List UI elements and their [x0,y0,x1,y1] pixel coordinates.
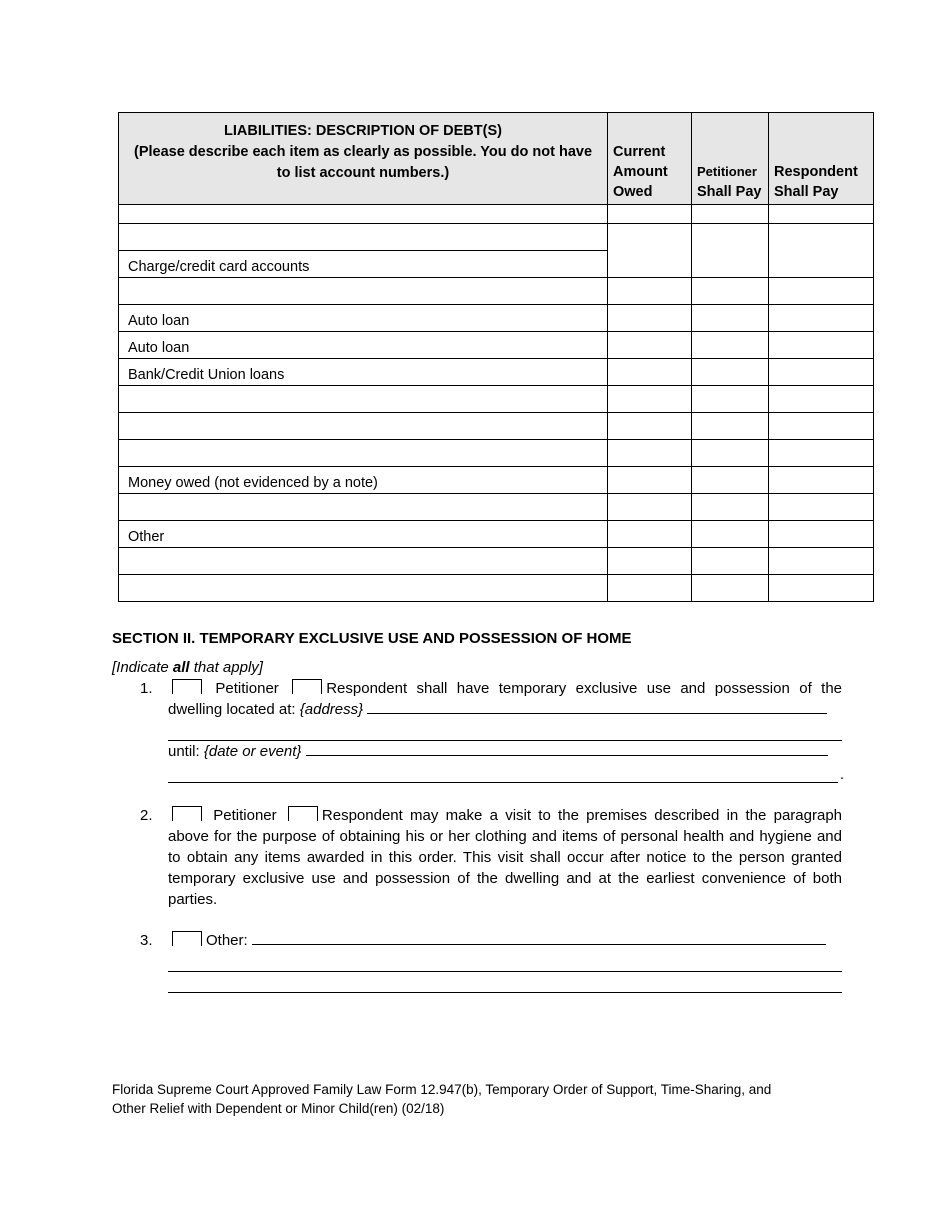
respondent-checkbox[interactable] [292,679,322,694]
item-number: 3. [140,932,153,949]
debt-description-cell[interactable]: Auto loan [119,305,608,332]
description-header [119,113,608,205]
petitioner-checkbox[interactable] [172,806,202,821]
petitioner-pay-cell[interactable] [692,548,769,575]
item-number: 2. [140,807,153,824]
amount-cell[interactable] [608,548,692,575]
respondent-pay-cell[interactable] [769,386,874,413]
debt-description-cell[interactable] [119,224,608,251]
end-period: . [839,766,844,783]
debt-description-cell[interactable] [119,205,608,224]
item-2 [140,805,842,910]
table-row [119,224,874,251]
footer-line-2: Other Relief with Dependent or Minor Child(ren) (02/18) [112,1101,445,1116]
debt-description-cell[interactable] [119,386,608,413]
footer [112,1080,832,1118]
respondent-pay-cell[interactable] [769,359,874,386]
indicate-bold: all [172,659,190,676]
table-row [119,548,874,575]
until-placeholder: {date or event} [203,743,302,760]
table-row [119,494,874,521]
table-header-row [119,113,874,205]
petitioner-header-sub: Shall Pay [697,184,762,200]
table-row [119,332,874,359]
respondent-pay-cell[interactable] [769,575,874,602]
section-title: SECTION II. TEMPORARY EXCLUSIVE USE AND POSSESSION OF HOME [112,630,632,647]
address-line-2[interactable] [168,720,842,741]
table-row [119,205,874,224]
item-number: 1. [140,680,153,697]
address-field[interactable] [367,713,827,714]
amount-cell[interactable] [608,440,692,467]
debt-description-cell[interactable] [119,575,608,602]
debt-description-cell[interactable] [119,413,608,440]
debt-description-cell[interactable]: Money owed (not evidenced by a note) [119,467,608,494]
table-row [119,467,874,494]
respondent-pay-cell[interactable] [769,332,874,359]
debt-description-cell[interactable]: Bank/Credit Union loans [119,359,608,386]
liabilities-table [118,112,874,602]
petitioner-checkbox[interactable] [172,679,202,694]
amount-cell[interactable] [608,305,692,332]
petitioner-header [692,113,769,205]
table-row [119,386,874,413]
petitioner-pay-cell[interactable] [692,440,769,467]
petitioner-pay-cell[interactable] [692,205,769,224]
respondent-header: Respondent Shall Pay [769,113,874,205]
petitioner-pay-cell[interactable] [692,467,769,494]
table-row [119,521,874,548]
other-line-3[interactable] [168,972,842,993]
until-label: until: [168,743,200,760]
amount-cell[interactable] [608,521,692,548]
item-1 [140,678,842,783]
amount-cell[interactable] [608,359,692,386]
table-row [119,305,874,332]
description-header-instructions: (Please describe each item as clearly as possible. You do not have to list account numbers.) [133,144,593,181]
debt-description-cell[interactable]: Auto loan [119,332,608,359]
respondent-pay-cell[interactable] [769,548,874,575]
table-row [119,359,874,386]
respondent-pay-cell[interactable] [769,278,874,305]
petitioner-pay-cell[interactable] [692,359,769,386]
other-checkbox[interactable] [172,931,202,946]
petitioner-pay-cell[interactable] [692,305,769,332]
until-line [168,741,842,762]
indicate-pre: [Indicate [112,659,173,676]
debt-description-cell[interactable]: Charge/credit card accounts [119,251,608,278]
indicate-instruction [112,658,842,678]
petitioner-pay-cell[interactable] [692,494,769,521]
debt-description-cell[interactable] [119,494,608,521]
amount-cell[interactable] [608,575,692,602]
amount-cell[interactable] [608,205,692,224]
petitioner-pay-cell[interactable] [692,575,769,602]
until-field[interactable] [306,755,828,756]
section-ii [112,629,842,993]
respondent-checkbox[interactable] [288,806,318,821]
amount-cell[interactable] [608,494,692,521]
item-3 [140,930,842,993]
other-label: Other: [206,932,248,949]
debt-description-cell[interactable]: Other [119,521,608,548]
respondent-pay-cell[interactable] [769,467,874,494]
other-field[interactable] [252,944,826,945]
respondent-pay-cell[interactable] [769,440,874,467]
debt-description-cell[interactable] [119,548,608,575]
petitioner-pay-cell[interactable] [692,386,769,413]
debt-description-cell[interactable] [119,278,608,305]
table-row [119,278,874,305]
amount-cell[interactable] [608,467,692,494]
table-row [119,575,874,602]
petitioner-pay-cell[interactable] [692,224,769,278]
amount-cell[interactable] [608,386,692,413]
other-line-2[interactable] [168,951,842,972]
description-header-title: LIABILITIES: DESCRIPTION OF DEBT(S) [224,123,502,139]
item-1-text: Respondent shall have temporary exclusive use and possession of the dwelling located at: [168,680,843,718]
amount-cell[interactable] [608,332,692,359]
current-amount-header: Current Amount Owed [608,113,692,205]
table-row [119,413,874,440]
petitioner-pay-cell[interactable] [692,332,769,359]
petitioner-header-label: Petitioner [697,164,757,179]
item-2-text: Respondent may make a visit to the premises described in the paragraph above for the purpose of obtaining his or her clothing and items of personal health and hygiene and to obtain any items awarded in this order. This visit shall occur after notice to the person granted temporary exclusive use and possession of the dwelling and at the earliest convenience of both parties. [168,807,843,908]
respondent-pay-cell[interactable] [769,305,874,332]
table-row [119,440,874,467]
respondent-pay-cell[interactable] [769,494,874,521]
respondent-pay-cell[interactable] [769,224,874,278]
petitioner-label: Petitioner [215,680,279,697]
debt-description-cell[interactable] [119,440,608,467]
until-line-2-wrap [168,762,842,783]
petitioner-label: Petitioner [213,807,277,824]
amount-cell[interactable] [608,278,692,305]
footer-line-1: Florida Supreme Court Approved Family Law Form 12.947(b), Temporary Order of Support, Time-Sharing, and [112,1082,772,1097]
until-line-2[interactable] [168,762,838,783]
respondent-pay-cell[interactable] [769,521,874,548]
petitioner-pay-cell[interactable] [692,278,769,305]
indicate-post: that apply] [189,659,263,676]
respondent-pay-cell[interactable] [769,413,874,440]
amount-cell[interactable] [608,224,692,278]
petitioner-pay-cell[interactable] [692,413,769,440]
address-placeholder: {address} [299,701,364,718]
respondent-pay-cell[interactable] [769,205,874,224]
petitioner-pay-cell[interactable] [692,521,769,548]
amount-cell[interactable] [608,413,692,440]
